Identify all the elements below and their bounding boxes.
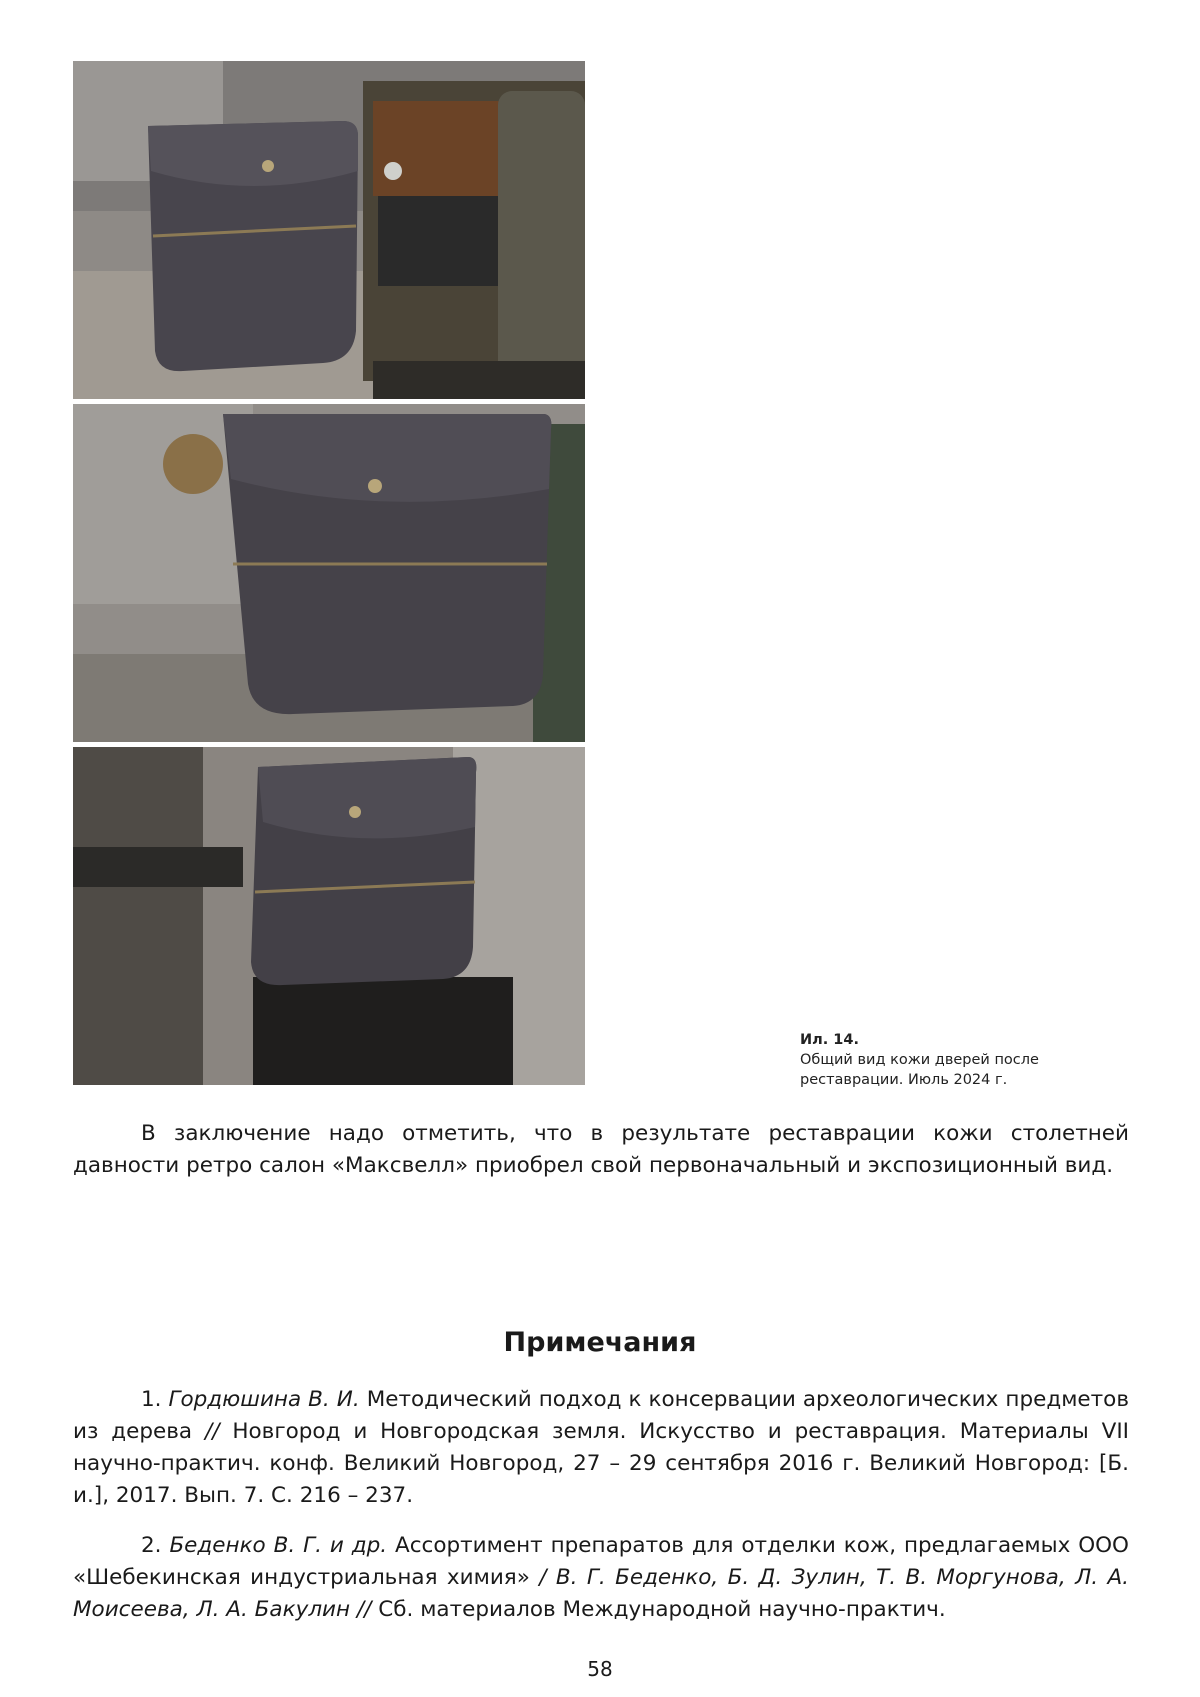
- photo-door-closed: [73, 404, 585, 742]
- note-separator: //: [204, 1419, 220, 1444]
- note-number: 2.: [141, 1533, 162, 1558]
- figure-caption-text: Общий вид кожи дверей после реставрации. Июль 2024 г.: [800, 1052, 1039, 1088]
- note-text: Методический подход к консервации археологических предметов из дерева: [73, 1387, 1129, 1444]
- figure-label: Ил. 14.: [800, 1032, 859, 1048]
- note-item: [73, 1530, 1129, 1626]
- note-item: [73, 1384, 1129, 1512]
- photo-door-open: [73, 61, 585, 399]
- note-text: Сб. материалов Международной научно-практич.: [371, 1597, 946, 1622]
- note-author: Беденко В. Г. и др.: [169, 1533, 388, 1558]
- note-text: Ассортимент препаратов для отделки кож, предлагаемых ООО «Шебекинская индустриальная химия»: [73, 1533, 1129, 1590]
- photo-door-seat: [73, 747, 585, 1085]
- conclusion-paragraph: В заключение надо отметить, что в результате реставрации кожи столетней давности ретро салон «Максвелл» приобрел свой первоначальный и экспозиционный вид.: [73, 1121, 1129, 1178]
- note-text: Новгород и Новгородская земля. Искусство и реставрация. Материалы VII научно-практич. конф. Великий Новгород, 27 – 29 сентября 2016 г. Великий Новгород: [Б. и.], 2017. Вып. 7. С. 216 – 237.: [73, 1419, 1129, 1508]
- note-number: 1.: [141, 1387, 162, 1412]
- page-number: 58: [587, 1657, 613, 1681]
- note-authors-full: / В. Г. Беденко, Б. Д. Зулин, Т. В. Моргунова, Л. А. Моисеева, Л. А. Бакулин //: [73, 1565, 1129, 1622]
- notes-heading: Примечания: [503, 1327, 697, 1358]
- note-author: Гордюшина В. И.: [168, 1387, 360, 1412]
- figure-caption: [800, 1030, 1100, 1090]
